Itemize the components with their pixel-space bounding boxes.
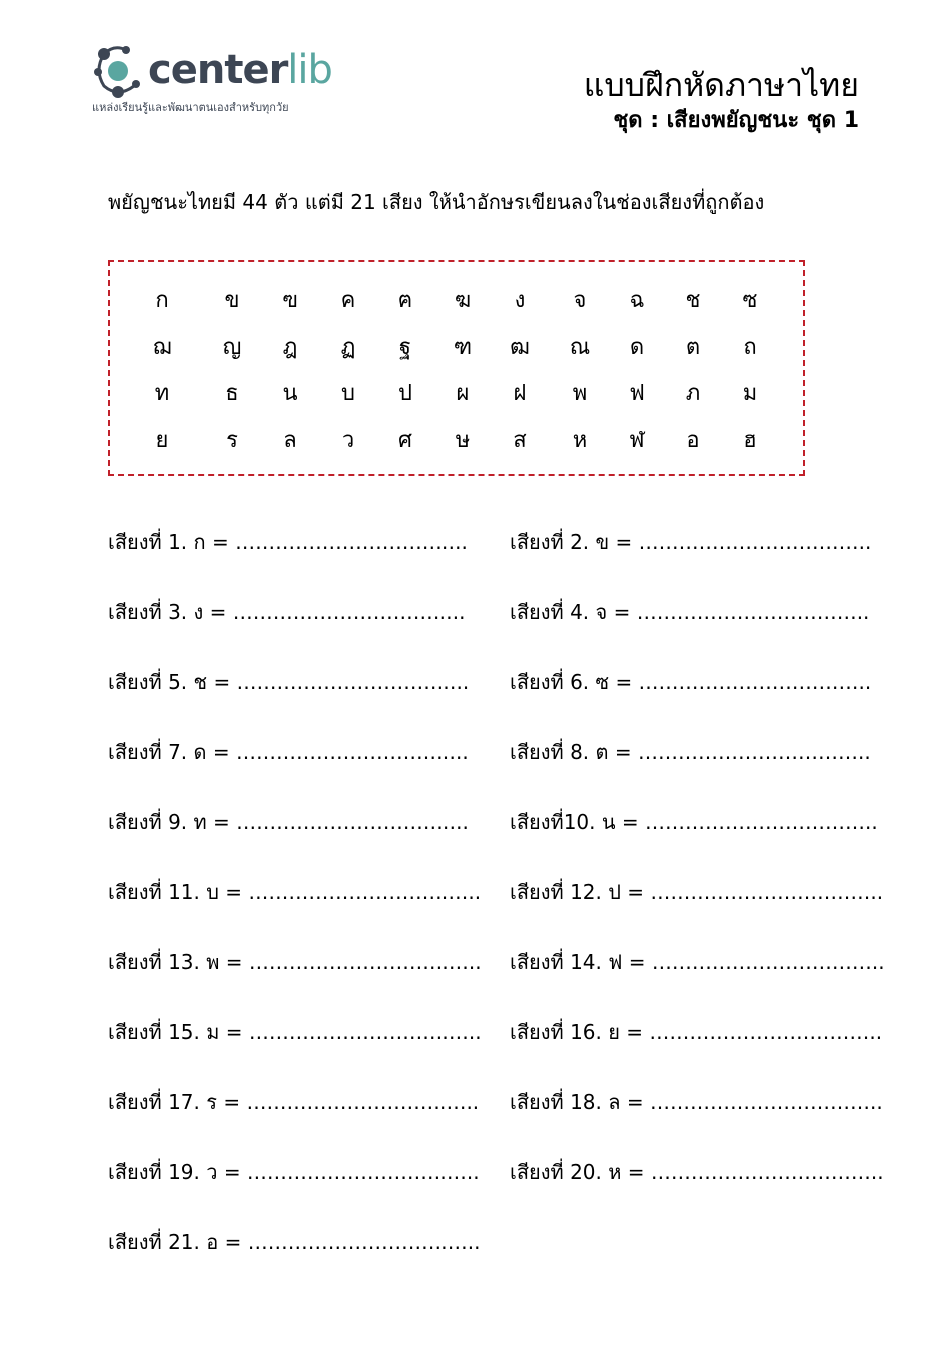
sound-question-13[interactable]: เสียงที่ 13. พ = …………………………….. xyxy=(108,950,482,974)
sound-question-6[interactable]: เสียงที่ 6. ซ = …………………………….. xyxy=(510,670,872,694)
consonant-letter: ญ xyxy=(222,335,242,360)
letter-grid-box xyxy=(108,260,805,476)
sound-question-9[interactable]: เสียงที่ 9. ท = …………………………….. xyxy=(108,810,469,834)
consonant-letter: ฬ xyxy=(629,428,645,453)
sound-question-11[interactable]: เสียงที่ 11. บ = …………………………….. xyxy=(108,880,482,904)
sound-question-14[interactable]: เสียงที่ 14. ฟ = …………………………….. xyxy=(510,950,885,974)
sound-question-19[interactable]: เสียงที่ 19. ว = …………………………….. xyxy=(108,1160,480,1184)
consonant-letter: ฝ xyxy=(513,381,527,406)
sound-question-15[interactable]: เสียงที่ 15. ม = …………………………….. xyxy=(108,1020,482,1044)
instruction-text: พยัญชนะไทยมี 44 ตัว แต่มี 21 เสียง ให้นำอักษรเขียนลงในช่องเสียงที่ถูกต้อง xyxy=(108,190,765,214)
consonant-letter: ย xyxy=(155,428,169,453)
consonant-letter: ช xyxy=(685,288,701,313)
consonant-letter: จ xyxy=(573,288,587,313)
logo-brand-b: lib xyxy=(287,47,332,93)
consonant-letter: ฟ xyxy=(629,381,645,406)
consonant-letter: พ xyxy=(572,381,588,406)
consonant-letter: ฐ xyxy=(398,335,412,360)
worksheet-title: แบบฝึกหัดภาษาไทย xyxy=(583,66,859,104)
consonant-letter: ถ xyxy=(743,335,757,360)
logo-molecule-icon xyxy=(92,40,148,100)
sound-question-21[interactable]: เสียงที่ 21. อ = …………………………….. xyxy=(108,1230,481,1254)
centerlib-logo xyxy=(92,40,352,120)
consonant-letter: ฆ xyxy=(454,288,472,313)
consonant-letter: ฏ xyxy=(340,335,356,360)
consonant-letter: ฎ xyxy=(282,335,298,360)
consonant-letter: บ xyxy=(341,381,355,406)
sound-question-1[interactable]: เสียงที่ 1. ก = …………………………….. xyxy=(108,530,468,554)
logo-brand-a: center xyxy=(148,47,288,93)
sound-question-18[interactable]: เสียงที่ 18. ล = …………………………….. xyxy=(510,1090,883,1114)
sound-question-10[interactable]: เสียงที่10. น = …………………………….. xyxy=(510,810,878,834)
consonant-letter: อ xyxy=(686,428,700,453)
sound-question-3[interactable]: เสียงที่ 3. ง = …………………………….. xyxy=(108,600,466,624)
consonant-letter: ศ xyxy=(398,428,412,453)
sound-question-4[interactable]: เสียงที่ 4. จ = …………………………….. xyxy=(510,600,870,624)
consonant-letter: ฉ xyxy=(629,288,645,313)
consonant-letter: ท xyxy=(154,381,170,406)
consonant-letter: ธ xyxy=(225,381,239,406)
consonant-letter: ฒ xyxy=(510,335,530,360)
consonant-letter: ฌ xyxy=(152,335,172,360)
consonant-letter: ว xyxy=(341,428,355,453)
consonant-letter: ร xyxy=(226,428,238,453)
consonant-letter: น xyxy=(282,381,298,406)
sound-question-2[interactable]: เสียงที่ 2. ข = …………………………….. xyxy=(510,530,872,554)
consonant-letter: ซ xyxy=(742,288,758,313)
consonant-letter: ล xyxy=(283,428,297,453)
consonant-letter: ษ xyxy=(455,428,471,453)
sound-question-12[interactable]: เสียงที่ 12. ป = …………………………….. xyxy=(510,880,884,904)
consonant-letter: ผ xyxy=(456,381,470,406)
consonant-letter: ฅ xyxy=(397,288,413,313)
consonant-letter: ต xyxy=(685,335,701,360)
logo-wordmark xyxy=(148,42,332,98)
sound-question-17[interactable]: เสียงที่ 17. ร = …………………………….. xyxy=(108,1090,480,1114)
consonant-letter: ห xyxy=(572,428,588,453)
consonant-letter: ม xyxy=(742,381,758,406)
consonant-letter: ข xyxy=(224,288,240,313)
consonant-letter: ส xyxy=(513,428,527,453)
sound-question-7[interactable]: เสียงที่ 7. ด = …………………………….. xyxy=(108,740,469,764)
sound-question-5[interactable]: เสียงที่ 5. ช = …………………………….. xyxy=(108,670,470,694)
consonant-letter: ด xyxy=(629,335,645,360)
consonant-letter: ฮ xyxy=(743,428,757,453)
sound-question-20[interactable]: เสียงที่ 20. ห = …………………………….. xyxy=(510,1160,884,1184)
consonant-letter: ฑ xyxy=(453,335,473,360)
consonant-letter: ง xyxy=(514,288,526,313)
consonant-letter: ฃ xyxy=(282,288,298,313)
consonant-letter: ค xyxy=(340,288,356,313)
sound-question-16[interactable]: เสียงที่ 16. ย = …………………………….. xyxy=(510,1020,883,1044)
consonant-letter: ก xyxy=(155,288,169,313)
consonant-letter: ภ xyxy=(685,381,701,406)
worksheet-subtitle: ชุด : เสียงพยัญชนะ ชุด 1 xyxy=(613,108,859,133)
consonant-letter: ณ xyxy=(569,335,591,360)
letter-grid xyxy=(110,262,803,474)
logo-tagline: แหล่งเรียนรู้และพัฒนาตนเองสำหรับทุกวัย xyxy=(92,101,289,114)
consonant-letter: ป xyxy=(398,381,412,406)
sound-question-8[interactable]: เสียงที่ 8. ต = …………………………….. xyxy=(510,740,871,764)
